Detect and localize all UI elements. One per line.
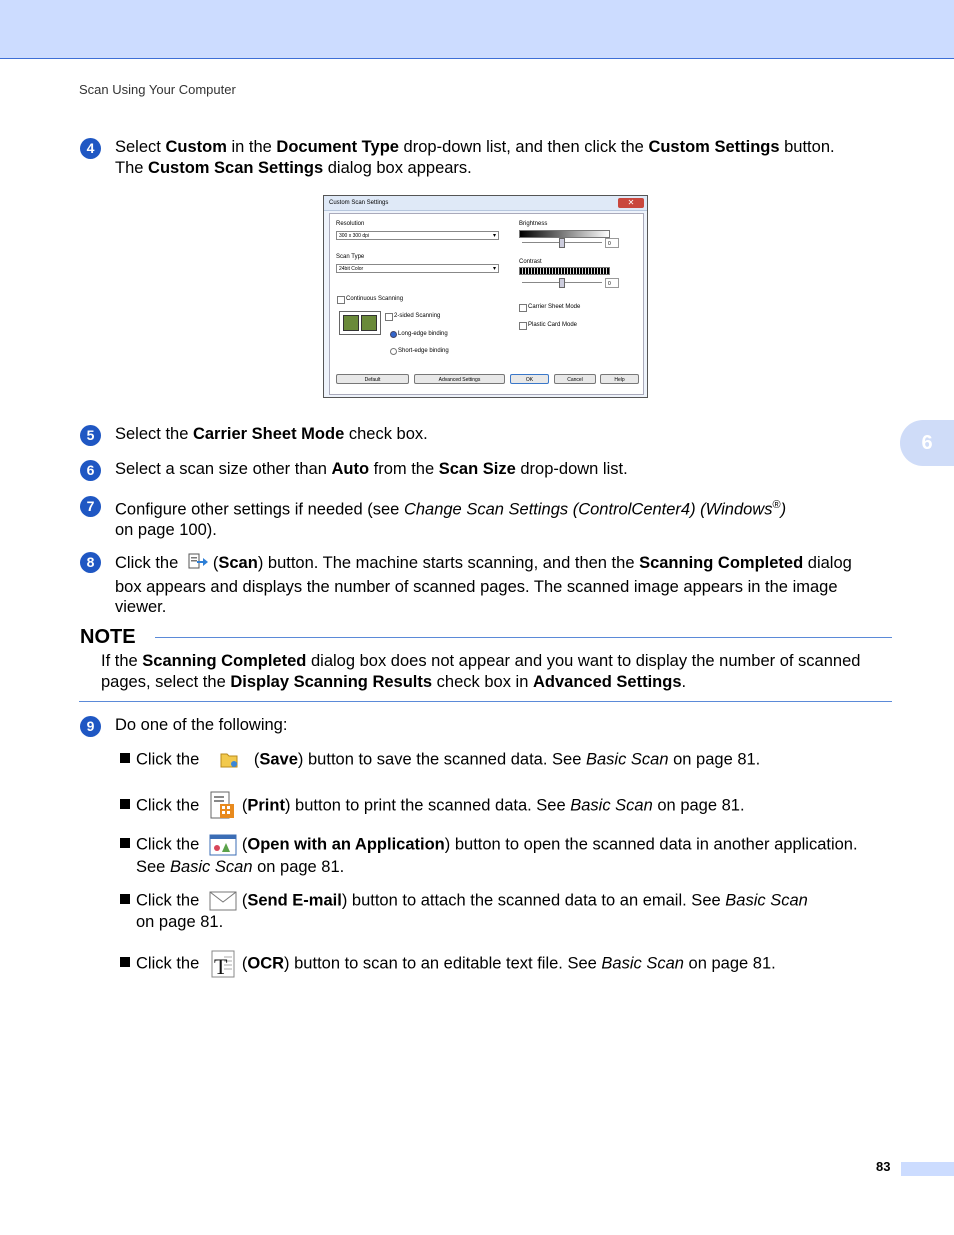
- two-sided-icon: [339, 311, 381, 335]
- dialog-titlebar: [324, 196, 647, 211]
- ocr-text-icon[interactable]: [208, 949, 238, 979]
- short-edge-label: Short-edge binding: [398, 348, 449, 354]
- help-button[interactable]: Help: [600, 374, 639, 384]
- default-button[interactable]: Default: [336, 374, 409, 384]
- carrier-sheet-checkbox[interactable]: [519, 304, 527, 312]
- list-item-save: Click the (Save) button to save the scanned data. See Basic Scan on page 81.: [120, 749, 900, 771]
- step-number: 8: [80, 552, 101, 573]
- advanced-settings-button[interactable]: Advanced Settings: [414, 374, 505, 384]
- brightness-slider-thumb[interactable]: [559, 238, 565, 248]
- print-icon[interactable]: [208, 790, 238, 822]
- brightness-field[interactable]: 0: [605, 238, 619, 248]
- page-number-tab: [901, 1162, 954, 1176]
- step-5: 5 Select the Carrier Sheet Mode check box.: [80, 424, 880, 445]
- step-8: 8 Click the (Scan) button. The machine starts scanning, and then the Scanning Completed dialog box appears and displays the number of scanned pages. The scanned image appears in the image viewer.: [80, 551, 880, 618]
- resolution-label: Resolution: [336, 221, 365, 227]
- step-number: 7: [80, 496, 101, 517]
- contrast-slider-thumb[interactable]: [559, 278, 565, 288]
- step-number: 4: [80, 138, 101, 159]
- open-with-application-icon[interactable]: [208, 833, 238, 857]
- continuous-scanning-label: Continuous Scanning: [346, 296, 404, 302]
- custom-scan-settings-dialog: [323, 195, 648, 398]
- email-envelope-icon[interactable]: [208, 890, 238, 912]
- long-edge-radio[interactable]: [390, 331, 397, 338]
- note-body: If the Scanning Completed dialog box does not appear and you want to display the number of scanned pages, select the Display Scanning Results check box in Advanced Settings.: [101, 652, 861, 691]
- save-folder-icon[interactable]: [208, 749, 250, 771]
- running-header: Scan Using Your Computer: [79, 82, 236, 97]
- carrier-sheet-label: Carrier Sheet Mode: [528, 304, 581, 310]
- step-9: 9 Do one of the following:: [80, 715, 880, 736]
- list-item-print: Click the (Print) button to print the scanned data. See Basic Scan on page 81.: [120, 790, 900, 822]
- step-number: 5: [80, 425, 101, 446]
- contrast-bar: [519, 267, 610, 275]
- scan-icon[interactable]: [187, 551, 209, 577]
- brightness-bar: [519, 230, 610, 238]
- list-item-open-with-application: Click the (Open with an Application) button to open the scanned data in another application. See Basic Scan on page 81.: [120, 833, 900, 878]
- short-edge-radio[interactable]: [390, 348, 397, 355]
- chevron-down-icon: ▾: [492, 233, 496, 239]
- ok-button[interactable]: OK: [510, 374, 549, 384]
- svg-text:T: T: [213, 954, 228, 979]
- list-item-ocr: Click the T (OCR) button to scan to an editable text file. See Basic Scan on page 81.: [120, 949, 900, 979]
- page-number: 83: [876, 1159, 891, 1174]
- note-bottom-divider: [79, 701, 892, 702]
- two-sided-scanning-label: 2-sided Scanning: [394, 313, 441, 319]
- scan-type-label: Scan Type: [336, 254, 365, 260]
- step-number: 9: [80, 716, 101, 737]
- two-sided-scanning-checkbox[interactable]: [385, 313, 393, 321]
- step-number: 6: [80, 460, 101, 481]
- plastic-card-checkbox[interactable]: [519, 322, 527, 330]
- brightness-label: Brightness: [519, 221, 548, 227]
- list-item-send-email: Click the (Send E-mail) button to attach the scanned data to an email. See Basic Scan on page 81.: [120, 890, 900, 933]
- contrast-field[interactable]: 0: [605, 278, 619, 288]
- step-7: 7 Configure other settings if needed (see Change Scan Settings (ControlCenter4) (Windows®) on page 100).: [80, 495, 880, 541]
- continuous-scanning-checkbox[interactable]: [337, 296, 345, 304]
- plastic-card-label: Plastic Card Mode: [528, 322, 578, 328]
- long-edge-label: Long-edge binding: [398, 331, 448, 337]
- step-4: 4 Select Custom in the Document Type drop-down list, and then click the Custom Settings button. The Custom Scan Settings dialog box appears.: [80, 137, 880, 178]
- resolution-select[interactable]: 300 x 300 dpi ▾: [336, 231, 499, 240]
- scan-type-select[interactable]: 24bit Color ▾: [336, 264, 499, 273]
- close-icon[interactable]: ✕: [618, 198, 644, 208]
- contrast-label: Contrast: [519, 259, 542, 265]
- chapter-tab: 6: [900, 420, 954, 466]
- chevron-down-icon: ▾: [492, 266, 496, 272]
- note-title: NOTE: [80, 626, 136, 648]
- step-6: 6 Select a scan size other than Auto from the Scan Size drop-down list.: [80, 459, 880, 480]
- cancel-button[interactable]: Cancel: [554, 374, 596, 384]
- dialog-title: Custom Scan Settings: [329, 200, 389, 206]
- top-banner: [0, 0, 954, 59]
- note-divider: [155, 637, 892, 638]
